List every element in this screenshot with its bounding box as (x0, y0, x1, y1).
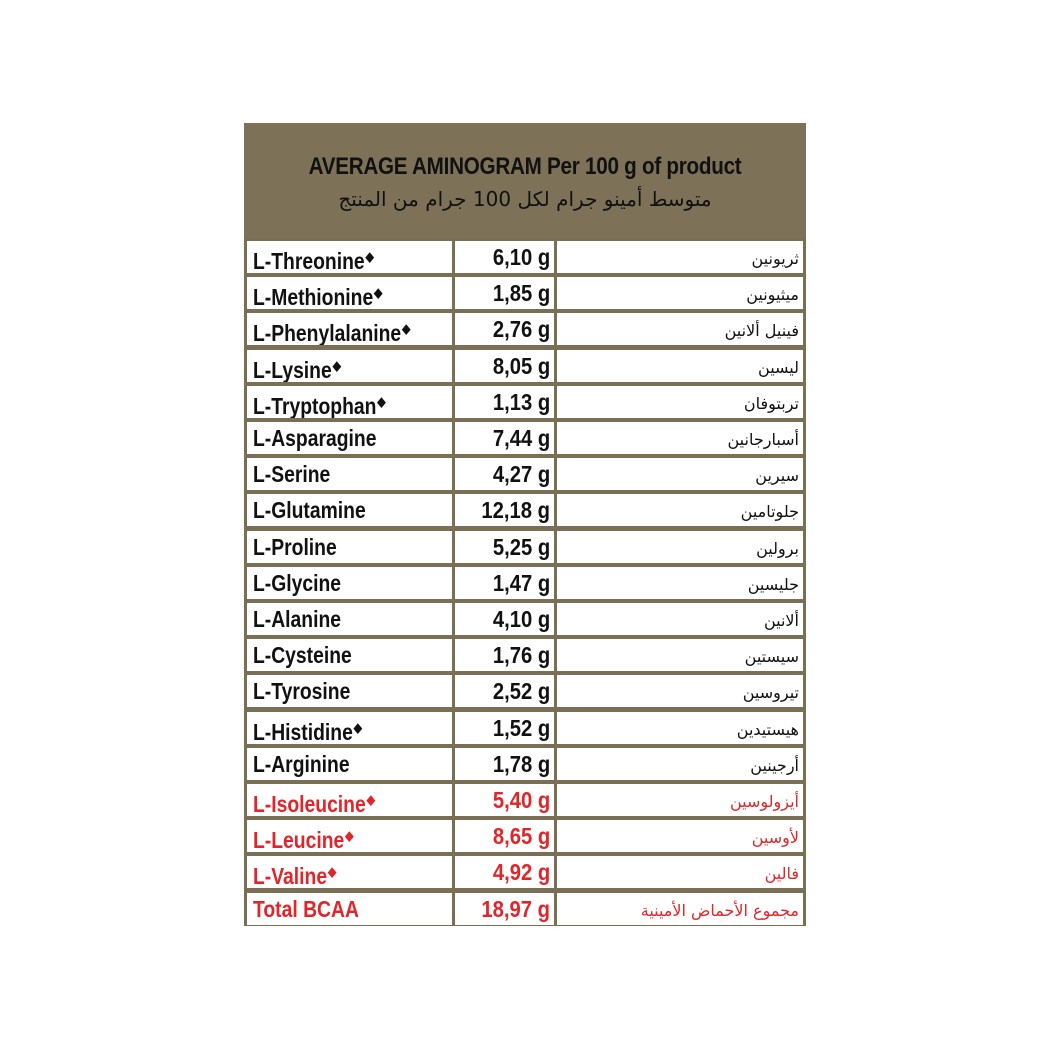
amino-value-cell (455, 639, 554, 671)
amino-arabic-cell (557, 567, 803, 599)
amino-name-cell (247, 856, 452, 888)
amino-name-text: L-Arginine (253, 750, 350, 777)
table-row (244, 639, 806, 671)
amino-value: 2,52 g (492, 678, 550, 705)
amino-value-cell (455, 675, 554, 707)
amino-name-cell (247, 277, 452, 309)
essential-marker-icon: ◆ (365, 249, 374, 264)
amino-name-cell (247, 422, 452, 454)
amino-name (253, 712, 362, 744)
amino-name-text: L-Lysine (253, 356, 332, 382)
amino-value: 1,76 g (492, 642, 550, 669)
amino-arabic-cell (557, 422, 803, 454)
amino-value-cell (455, 313, 554, 345)
amino-arabic-name: ألانين (763, 611, 799, 630)
amino-name (253, 386, 386, 418)
amino-name-cell (247, 386, 452, 418)
amino-name-text: L-Threonine (253, 248, 365, 273)
amino-name (253, 313, 410, 345)
amino-arabic-cell (557, 458, 803, 490)
amino-name-text: Total BCAA (253, 895, 359, 922)
amino-name (253, 458, 330, 490)
amino-value-cell (455, 567, 554, 599)
amino-arabic-name: ميثيونين (746, 285, 799, 305)
header-title-ar: متوسط أمينو جرام لكل 100 جرام من المنتج (338, 187, 712, 211)
table-row (244, 386, 806, 418)
amino-arabic-cell (557, 748, 803, 780)
table-header (244, 123, 806, 238)
table-row (244, 458, 806, 490)
amino-value: 12,18 g (481, 497, 550, 524)
table-row (244, 784, 806, 816)
amino-name (253, 494, 366, 526)
amino-arabic-name: ثريونين (751, 249, 799, 268)
amino-value: 8,05 g (492, 352, 550, 379)
amino-name (253, 675, 350, 707)
amino-value: 6,10 g (492, 244, 550, 270)
amino-arabic-cell (557, 639, 803, 671)
amino-value-cell (455, 531, 554, 563)
amino-value-cell (455, 386, 554, 418)
amino-name (253, 567, 341, 599)
table-row (244, 712, 806, 744)
amino-name-cell (247, 820, 452, 852)
amino-value: 5,25 g (492, 533, 550, 560)
amino-name-text: L-Methionine (253, 284, 374, 310)
amino-name (253, 893, 359, 925)
table-row (244, 603, 806, 635)
amino-value-cell (455, 893, 554, 925)
amino-arabic-cell (557, 784, 803, 816)
amino-name-cell (247, 241, 452, 273)
amino-value-cell (455, 712, 554, 744)
amino-name-cell (247, 567, 452, 599)
table-row (244, 494, 806, 526)
amino-name-cell (247, 748, 452, 780)
amino-name-text: L-Phenylalanine (253, 320, 402, 346)
amino-value: 1,47 g (492, 569, 550, 596)
amino-name-cell (247, 531, 452, 563)
amino-name (253, 422, 376, 454)
amino-value-cell (455, 748, 554, 780)
amino-name-cell (247, 494, 452, 526)
essential-marker-icon: ◆ (332, 357, 341, 373)
amino-arabic-name: سيستين (744, 647, 799, 667)
amino-arabic-name: جلوتامين (740, 502, 799, 522)
amino-name-text: L-Leucine (253, 827, 345, 853)
amino-arabic-cell (557, 241, 803, 273)
amino-name (253, 856, 336, 888)
essential-marker-icon: ◆ (374, 285, 383, 301)
amino-name-text: L-Histidine (253, 718, 353, 744)
essential-marker-icon: ◆ (377, 393, 386, 409)
amino-value-cell (455, 784, 554, 816)
amino-name-text: L-Valine (253, 863, 328, 889)
essential-marker-icon: ◆ (366, 792, 375, 807)
amino-arabic-name: أرجينين (750, 755, 799, 775)
amino-arabic-cell (557, 603, 803, 635)
table-row (244, 567, 806, 599)
amino-arabic-name: هيستيدين (736, 719, 799, 739)
amino-name-text: L-Proline (253, 533, 337, 560)
essential-marker-icon: ◆ (327, 864, 337, 880)
table-row (244, 748, 806, 780)
amino-value-cell (455, 458, 554, 490)
amino-value: 1,78 g (492, 750, 550, 777)
amino-name-cell (247, 603, 452, 635)
amino-arabic-name: جليسين (747, 574, 799, 594)
amino-name (253, 784, 375, 816)
amino-value: 18,97 g (481, 895, 550, 922)
amino-arabic-name: فالين (764, 864, 799, 884)
amino-name (253, 639, 352, 671)
amino-arabic-cell (557, 277, 803, 309)
amino-arabic-name: لأوسين (751, 828, 799, 848)
amino-value: 1,52 g (492, 714, 550, 741)
amino-value: 1,13 g (492, 388, 550, 415)
essential-marker-icon: ◆ (401, 321, 411, 337)
amino-name-text: L-Isoleucine (253, 791, 366, 816)
amino-arabic-cell (557, 712, 803, 744)
amino-arabic-name: أيزولوسين (729, 792, 799, 811)
table-row (244, 675, 806, 707)
amino-arabic-cell (557, 531, 803, 563)
amino-value-cell (455, 603, 554, 635)
amino-arabic-cell (557, 494, 803, 526)
amino-value-cell (455, 350, 554, 382)
amino-name (253, 748, 350, 780)
amino-value: 2,76 g (492, 316, 550, 343)
table-row (244, 313, 806, 345)
header-title-en: AVERAGE AMINOGRAM Per 100 g of product (308, 153, 742, 180)
amino-name-text: L-Serine (253, 461, 331, 488)
amino-arabic-name: تربتوفان (743, 393, 799, 413)
amino-arabic-cell (557, 820, 803, 852)
amino-name (253, 603, 341, 635)
amino-arabic-name: برولين (756, 538, 799, 558)
table-row (244, 531, 806, 563)
table-row (244, 350, 806, 382)
amino-name-text: L-Glycine (253, 569, 342, 596)
amino-value-cell (455, 422, 554, 454)
amino-name-text: L-Asparagine (253, 425, 377, 451)
amino-arabic-name: فينيل ألانين (724, 321, 799, 341)
amino-name-text: L-Tryptophan (253, 392, 377, 418)
amino-arabic-name: مجموع الأحماض الأمينية (640, 900, 799, 920)
amino-name (253, 350, 341, 382)
amino-value: 8,65 g (492, 823, 550, 850)
amino-arabic-name: ليسين (758, 357, 799, 377)
amino-value-cell (455, 277, 554, 309)
amino-name (253, 277, 382, 309)
amino-name-cell (247, 313, 452, 345)
amino-name-cell (247, 893, 452, 925)
amino-name (253, 820, 353, 852)
amino-name (253, 531, 337, 563)
amino-value: 4,10 g (492, 606, 550, 632)
aminogram-table (244, 123, 806, 926)
amino-name-cell (247, 458, 452, 490)
amino-name-cell (247, 784, 452, 816)
amino-arabic-name: أسبارجانين (727, 430, 799, 449)
table-row (244, 277, 806, 309)
amino-arabic-cell (557, 313, 803, 345)
amino-value: 1,85 g (492, 280, 550, 307)
amino-value-cell (455, 820, 554, 852)
amino-arabic-cell (557, 386, 803, 418)
amino-arabic-name: تيروسين (742, 683, 799, 703)
amino-arabic-cell (557, 350, 803, 382)
table-row (244, 241, 806, 273)
essential-marker-icon: ◆ (345, 828, 354, 844)
amino-name-cell (247, 712, 452, 744)
amino-value-cell (455, 856, 554, 888)
amino-name-cell (247, 675, 452, 707)
table-row (244, 422, 806, 454)
table-row (244, 856, 806, 888)
amino-name-text: L-Tyrosine (253, 678, 351, 705)
amino-value-cell (455, 241, 554, 273)
amino-value-cell (455, 494, 554, 526)
amino-value: 7,44 g (492, 425, 550, 451)
amino-arabic-cell (557, 893, 803, 925)
amino-value: 5,40 g (492, 787, 550, 813)
essential-marker-icon: ◆ (353, 719, 363, 735)
amino-arabic-cell (557, 856, 803, 888)
amino-arabic-cell (557, 675, 803, 707)
amino-value: 4,27 g (492, 461, 550, 488)
amino-name-text: L-Cysteine (253, 642, 352, 669)
amino-name-cell (247, 350, 452, 382)
amino-value: 4,92 g (492, 859, 550, 886)
table-row (244, 820, 806, 852)
table-row (244, 893, 806, 925)
amino-name-text: L-Alanine (253, 606, 342, 632)
amino-name-cell (247, 639, 452, 671)
amino-name-text: L-Glutamine (253, 497, 366, 524)
amino-arabic-name: سيرين (755, 466, 799, 486)
amino-name (253, 241, 374, 273)
